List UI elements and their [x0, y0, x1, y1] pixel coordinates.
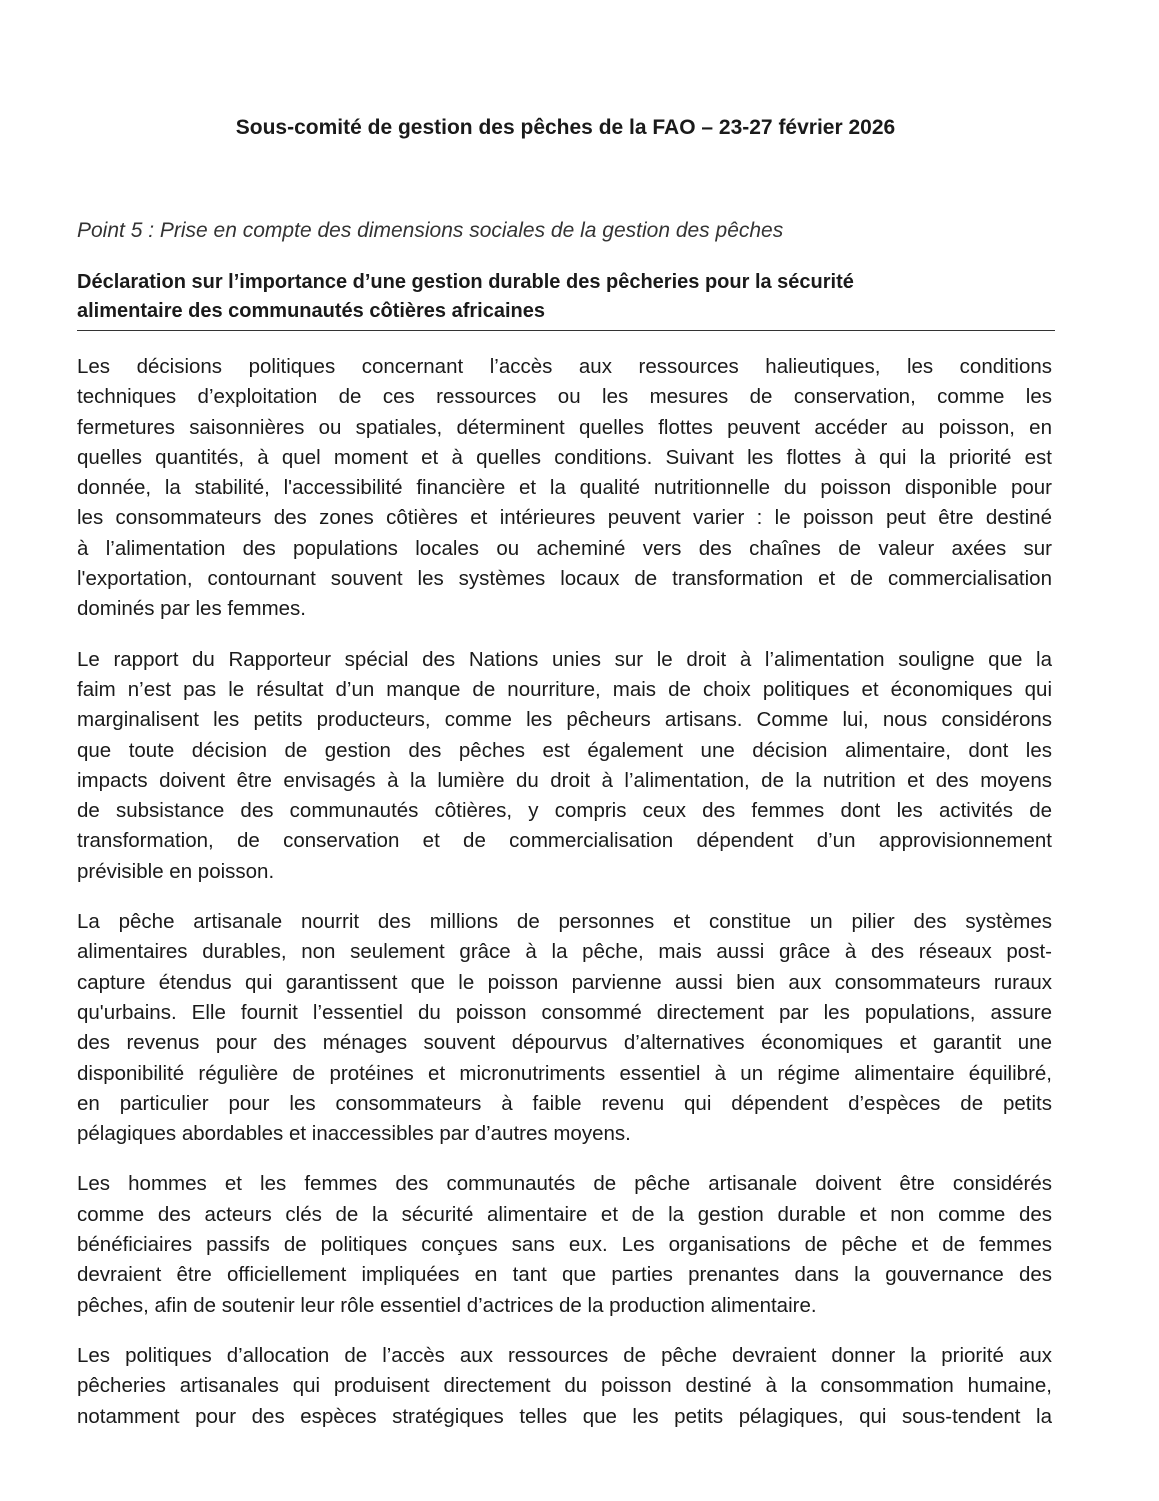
statement-heading-line: alimentaire des communautés côtières africaines [77, 300, 545, 322]
body-paragraph [77, 645, 1052, 887]
paragraph-line: dominés par les femmes. [77, 597, 307, 621]
paragraph-line: pêches, afin de soutenir leur rôle essentiel d’actrices de la production alimentaire. [77, 1293, 817, 1317]
paragraph-line: La pêche artisanale nourrit des millions de personnes et constitue un pilier des systèmes [77, 910, 1052, 934]
paragraph-line: quelles quantités, à quel moment et à quelles conditions. Suivant les flottes à qui la priorité est [77, 445, 1052, 469]
paragraph-line: marginalisent les petits producteurs, comme les pêcheurs artisans. Comme lui, nous considérons [77, 708, 1052, 732]
paragraph-line: faim n’est pas le résultat d’un manque de nourriture, mais de choix politiques et économiques qui [77, 677, 1052, 701]
paragraph-line: Les politiques d’allocation de l’accès aux ressources de pêche devraient donner la priorité aux [77, 1343, 1052, 1367]
statement-heading-line: Déclaration sur l’importance d’une gestion durable des pêcheries pour la sécurité [77, 271, 854, 293]
paragraph-line: fermetures saisonnières ou spatiales, déterminent quelles flottes peuvent accéder au poisson, en [77, 415, 1052, 439]
paragraph-line: prévisible en poisson. [77, 859, 275, 883]
document-title: Sous-comité de gestion des pêches de la FAO – 23-27 février 2026 [235, 116, 896, 139]
body-paragraph [77, 352, 1052, 625]
paragraph-line: devraient être officiellement impliquées en tant que parties prenantes dans la gouvernance des [77, 1263, 1052, 1287]
paragraph-line: alimentaires durables, non seulement grâce à la pêche, mais aussi grâce à des réseaux post- [77, 940, 1052, 964]
paragraph-line: notamment pour des espèces stratégiques telles que les petits pélagiques, qui sous-tendent la [77, 1404, 1052, 1428]
document-body [77, 352, 1052, 1452]
agenda-item: Point 5 : Prise en compte des dimensions sociales de la gestion des pêches [77, 219, 784, 242]
paragraph-line: pélagiques abordables et inaccessibles par d’autres moyens. [77, 1122, 631, 1146]
body-paragraph [77, 907, 1052, 1149]
body-paragraph [77, 1341, 1052, 1432]
paragraph-line: Le rapport du Rapporteur spécial des Nations unies sur le droit à l’alimentation souligne que la [77, 647, 1052, 671]
body-paragraph [77, 1169, 1052, 1320]
paragraph-line: impacts doivent être envisagés à la lumière du droit à l’alimentation, de la nutrition et des moyens [77, 768, 1052, 792]
paragraph-line: disponibilité régulière de protéines et micronutriments essentiel à un régime alimentaire équilibré, [77, 1061, 1052, 1085]
paragraph-line: donnée, la stabilité, l'accessibilité financière et la qualité nutritionnelle du poisson disponible pour [77, 476, 1052, 500]
paragraph-line: qu'urbains. Elle fournit l’essentiel du poisson consommé directement par les populations, assure [77, 1000, 1052, 1024]
paragraph-line: l'exportation, contournant souvent les systèmes locaux de transformation et de commercialisation [77, 567, 1052, 591]
paragraph-line: de subsistance des communautés côtières, y compris ceux des femmes dont les activités de [77, 799, 1052, 823]
paragraph-line: les consommateurs des zones côtières et intérieures peuvent varier : le poisson peut être destiné [77, 506, 1052, 530]
paragraph-line: techniques d’exploitation de ces ressources ou les mesures de conservation, comme les [77, 385, 1052, 409]
statement-heading [77, 268, 1055, 331]
paragraph-line: en particulier pour les consommateurs à faible revenu qui dépendent d’espèces de petits [77, 1091, 1052, 1115]
paragraph-line: capture étendus qui garantissent que le poisson parvienne aussi bien aux consommateurs ruraux [77, 970, 1052, 994]
paragraph-line: des revenus pour des ménages souvent dépourvus d’alternatives économiques et garantit une [77, 1031, 1052, 1055]
paragraph-line: Les décisions politiques concernant l’accès aux ressources halieutiques, les conditions [77, 355, 1052, 378]
paragraph-line: Les hommes et les femmes des communautés de pêche artisanale doivent être considérés [77, 1172, 1052, 1196]
paragraph-line: à l’alimentation des populations locales ou acheminé vers des chaînes de valeur axées sur [77, 536, 1052, 560]
paragraph-line: transformation, de conservation et de commercialisation dépendent d’un approvisionnement [77, 829, 1052, 853]
paragraph-line: pêcheries artisanales qui produisent directement du poisson destiné à la consommation humaine, [77, 1374, 1052, 1398]
paragraph-line: bénéficiaires passifs de politiques conçues sans eux. Les organisations de pêche et de femmes [77, 1233, 1052, 1257]
paragraph-line: comme des acteurs clés de la sécurité alimentaire et de la gestion durable et non comme des [77, 1202, 1052, 1226]
paragraph-line: que toute décision de gestion des pêches est également une décision alimentaire, dont les [77, 738, 1052, 762]
